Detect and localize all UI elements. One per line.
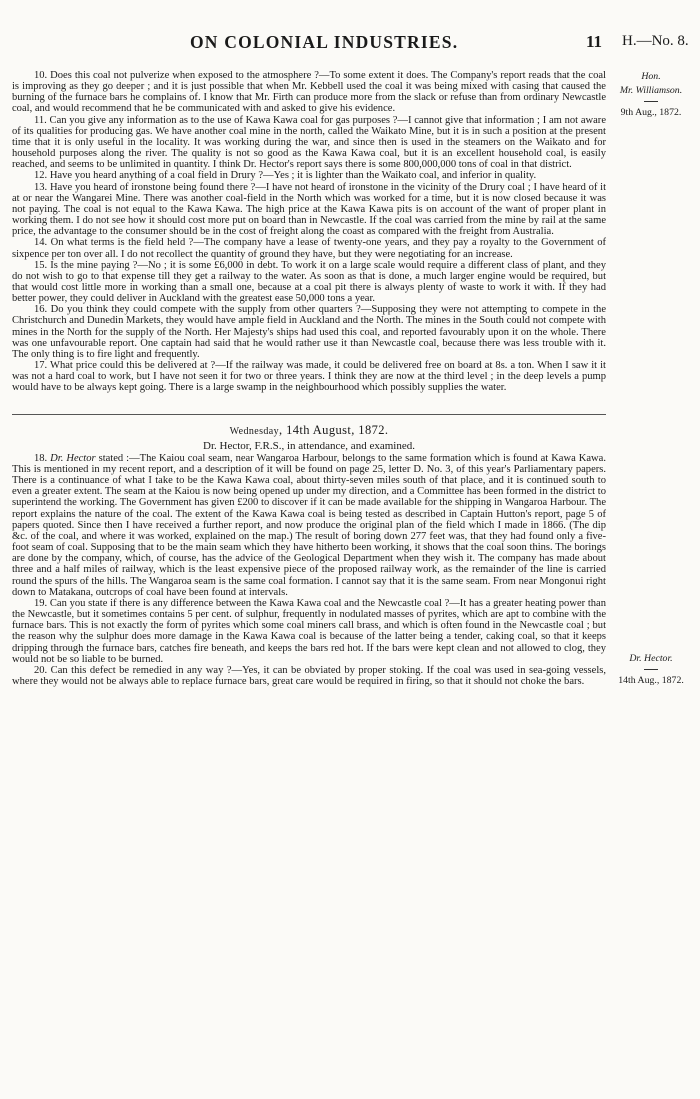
margin-note-name: Dr. Hector. [629, 653, 673, 664]
margin-note-title: Hon. [641, 71, 661, 82]
margin-note-witness-2 [608, 652, 694, 688]
running-title: ON COLONIAL INDUSTRIES. [190, 32, 459, 52]
page-header [0, 32, 700, 54]
margin-note-rule [644, 669, 658, 670]
question-paragraph-20: 20. Can this defect be remedied in any way ?—Yes, it can be obviated by proper stoking. If the coal was used in sea-going vessels, where they would not be always able to replace furnace bars, great care would be required in firing, so that it should not choke the bars. [12, 664, 606, 687]
paragraph-body: stated :—The Kaiou coal seam, near Wangaroa Harbour, belongs to the same formation which is found at Kawa Kawa. This is mentioned in my recent report, and a description of it will be found on page 25, letter D. No. 3, of this year's Parliamentary papers. There is a continuance of what I take to be the Kawa Kawa coal, about thirty-seven miles south of that place, and it is continued south to even a greater extent. The seam at the Kaiou is now being opened up under my direction, and a Committee has been formed in the district to superintend the working. The Government has given £200 to discover if it can be made available for the shipping in Wangaroa Harbour. The report explains the nature of the coal. The extent of the Kawa Kawa coal is being tested as described in Captain Hutton's report, page 5 of papers quoted. Since then I have received a further report, and now produce the original plan of the field which I made in 1866. (The dip &c. of the coal, and where it was worked, explained on the map.) The result of boring down 277 feet was, that they had found only a five-foot seam of coal. Supposing that to be the main seam which they have hitherto been working, it shows that the coal soon thins. The borings are done by the company, which, of course, has the advice of the Geological Department when they wish it. The company has made about three and a half miles of railway, which is the least expensive piece of the proposed railway work, as the remainder of the line is carried round the spurs of the hills. The Wangaroa seam is the same coal formation. I cannot say that it is the same seam. From near Mongonui right down to Matakana, outcrops of coal have been found at intervals. [12, 452, 606, 598]
paper-reference: H.—No. 8. [622, 33, 689, 49]
attendance-line: Dr. Hector, F.R.S., in attendance, and examined. [203, 439, 415, 452]
session-day: Wednesday [229, 425, 280, 437]
question-paragraph-10: 10. Does this coal not pulverize when exposed to the atmosphere ?—To some extent it does. The Company's report reads that the coal is improving as they go deeper ; and it is just possible that when Mr. Kebbell used the coal it was being mixed with casing that caused the burning of the furnace bars he complains of. I know that Mr. Firth can produce more from the slack or refuse than from ordinary Newcastle coal, and would recommend that he be communicated with and asked to give his evidence. [12, 70, 606, 115]
paragraph-number: 18. [34, 452, 48, 464]
session-date: 14th August, 1872. [286, 422, 389, 437]
section-divider [12, 414, 606, 415]
question-paragraph-19: 19. Can you state if there is any difference between the Kawa Kawa coal and the Newcastle coal ?—It has a greater heating power than the Newcastle, but it sometimes contains 5 per cent. of sulphur, frequently in nodulated masses of pyrites, which are apt to combine with the furnace bars. This is not exactly the form of pyrites which some coal miners call brass, and which is often found in the Newcastle coal ; but the reason why the sulphur does more damage in the Kawa Kawa coal is because of the latter being a tender, caking coal, so that it keeps dripping through the furnace bars, catches fire beneath, and keeps the bars red hot. If the bars were kept clean and not allowed to clog, they would not be so liable to be burned. [12, 597, 606, 665]
question-paragraph-12: 12. Have you heard anything of a coal field in Drury ?—Yes ; it is lighter than the Waikato coal, and inferior in quality. [34, 170, 537, 182]
question-paragraph-18 [12, 453, 606, 598]
question-paragraph-11: 11. Can you give any information as to the use of Kawa Kawa coal for gas purposes ?—I cannot give that information ; I am not aware of its qualities for producing gas. We have another coal mine in the north, called the Waikato Mine, but it is in such a position at the present time that it is only useful in the locality. It was working during the war, and since then is used in the steamers on the Waikato and for household purposes along the river. The quality is not so good as the Kawa Kawa coal, but it is an excellent household coal, is easily reached, and seems to be unlimited in quantity. I think Dr. Hector's report says there is some 800,000,000 tons of coal in that district. [12, 114, 606, 171]
question-paragraph-16: 16. Do you think they could compete with the supply from other quarters ?—Supposing they were not attempting to compete in the Christchurch and Dunedin Markets, they would have ample field in Auckland and the North. The mines in the South could not compete with mines in the North for the supply of the North. Her Majesty's ships had used this coal, and reported favourably upon it on the whole. There was one unfavourable report. One captain had said that he would rather use it than Newcastle coal, because there was less trouble with it. The only thing is to fire light and frequently. [12, 304, 606, 360]
margin-note-date: 14th Aug., 1872. [618, 675, 684, 686]
speaker-name: Dr. Hector [50, 452, 96, 464]
question-paragraph-13: 13. Have you heard of ironstone being found there ?—I have not heard of ironstone in the vicinity of the Drury coal ; I have heard of it at or near the Wangarei Mine. There was another coal-field in the North which was worked for a time, but it is now closed because it was not paying. The coal is not equal to the Kawa Kawa. The high price at the Kawa Kawa pits is on account of the want of proper plant in working them. I do not see how it should cost more put on board than in Newcastle. If the coal was carried from the mine by rail at the same price, the advantage to the consumer should be in the cost of freight along the coast as compared with the freight from Australia. [12, 181, 606, 238]
margin-note-name: Mr. Williamson. [619, 85, 683, 96]
page-number: 11 [586, 32, 603, 51]
margin-note-rule [644, 101, 658, 102]
session-date-heading: Wednesday, 14th August, 1872. [229, 422, 389, 437]
question-paragraph-15: 15. Is the mine paying ?—No ; it is some £6,000 in debt. To work it on a large scale would require a different class of plant, and they do not wish to go to that expense till they get a railway to the water. As soon as that is done, a much larger engine would be required, but that would cost little more in working than a small one, because at a coal pit there is always plenty of waste to work it with. If they had better power, they could deliver in Auckland with the greatest ease 50,000 tons a year. [12, 259, 606, 305]
question-paragraph-14: 14. On what terms is the field held ?—The company have a lease of twenty-one years, and they pay a royalty to the Government of sixpence per ton over all. I do not recollect the quantity of ground they have, but they were negotiating for an increase. [12, 237, 606, 260]
margin-note-witness-1 [608, 70, 694, 120]
main-text-column [12, 70, 606, 687]
margin-note-date: 9th Aug., 1872. [620, 107, 682, 118]
question-paragraph-17: 17. What price could this be delivered at ?—If the railway was made, it could be delivered free on board at 8s. a ton. When I saw it it was not a hard coal to work, but I have not seen it for two or three years. I think they are now at the third level ; in the deep levels a pump would have to be always kept going. There is a large swamp in the neighbourhood which possibly supplies the water. [12, 360, 606, 394]
